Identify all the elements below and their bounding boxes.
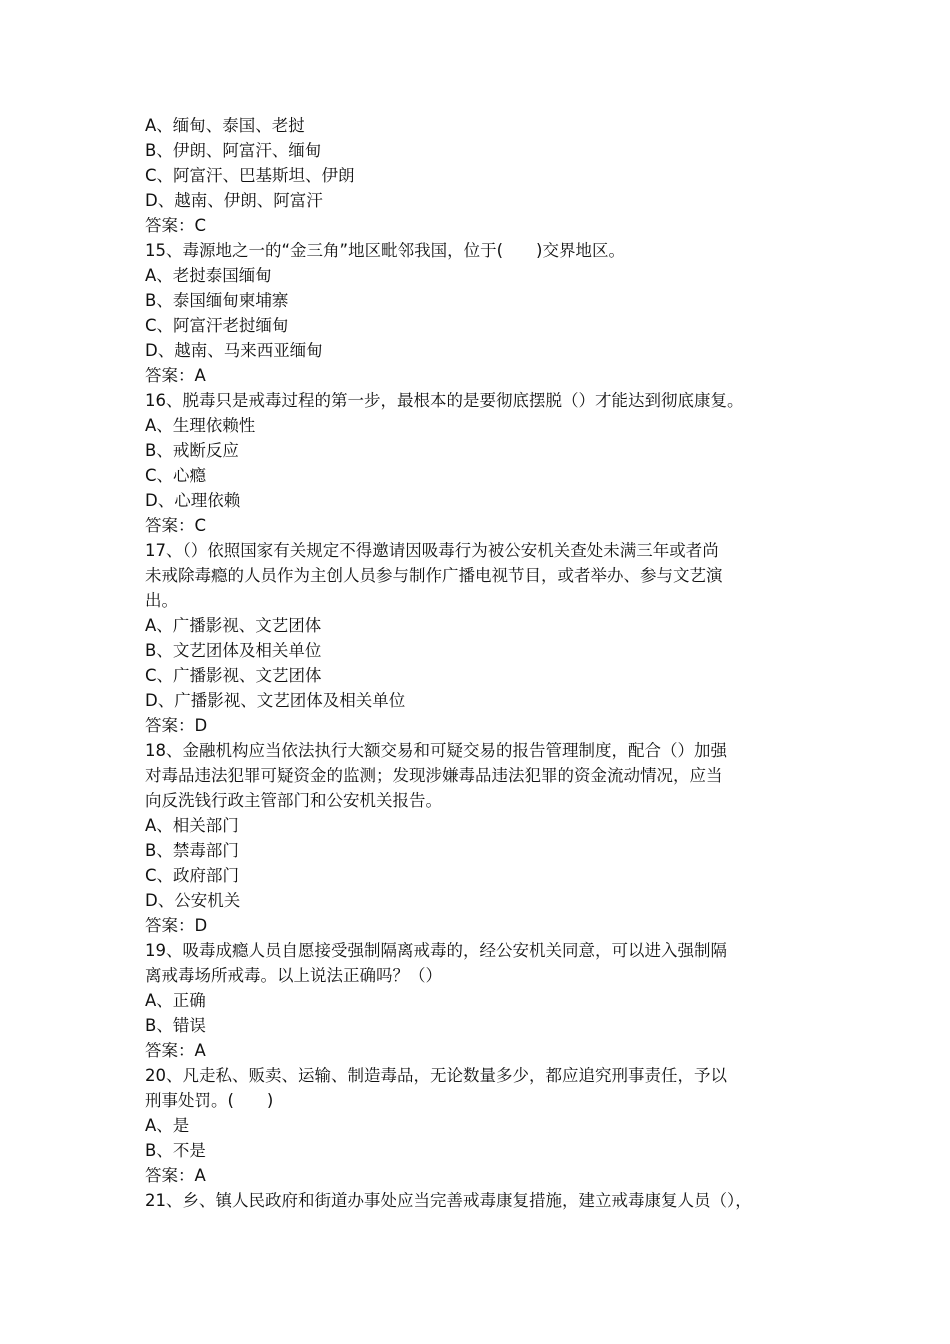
option-c-line: C、阿富汗老挝缅甸 bbox=[145, 316, 289, 335]
option-d-line: D、公安机关 bbox=[145, 891, 241, 910]
option-d-line: D、心理依赖 bbox=[145, 491, 241, 510]
option-a-line: A、老挝泰国缅甸 bbox=[145, 266, 272, 285]
question-20-line-2: 刑事处罚。( ) bbox=[145, 1091, 274, 1110]
question-15: 15、毒源地之一的“金三角”地区毗邻我国，位于( )交界地区。 bbox=[145, 241, 625, 260]
answer-line: 答案：A bbox=[145, 366, 206, 385]
option-a-line: A、是 bbox=[145, 1116, 190, 1135]
answer-line: 答案：A bbox=[145, 1166, 206, 1185]
option-c-line: C、心瘾 bbox=[145, 466, 207, 485]
question-17-line-1: 17、（）依照国家有关规定不得邀请因吸毒行为被公安机关查处未满三年或者尚 bbox=[145, 541, 719, 560]
question-19-line-2: 离戒毒场所戒毒。以上说法正确吗？（） bbox=[145, 966, 442, 985]
option-a-line: A、相关部门 bbox=[145, 816, 239, 835]
answer-line: 答案：C bbox=[145, 216, 207, 235]
question-17-line-3: 出。 bbox=[145, 591, 178, 610]
answer-line: 答案：A bbox=[145, 1041, 206, 1060]
question-19-line-1: 19、吸毒成瘾人员自愿接受强制隔离戒毒的，经公安机关同意，可以进入强制隔 bbox=[145, 941, 727, 960]
option-c-line: C、广播影视、文艺团体 bbox=[145, 666, 322, 685]
question-18-line-2: 对毒品违法犯罪可疑资金的监测；发现涉嫌毒品违法犯罪的资金流动情况，应当 bbox=[145, 766, 723, 785]
option-b-line: B、戒断反应 bbox=[145, 441, 239, 460]
option-a-line: A、广播影视、文艺团体 bbox=[145, 616, 322, 635]
quiz-text-block bbox=[145, 113, 810, 1213]
option-b-line: B、伊朗、阿富汗、缅甸 bbox=[145, 141, 322, 160]
answer-line: 答案：D bbox=[145, 716, 208, 735]
question-18-line-1: 18、金融机构应当依法执行大额交易和可疑交易的报告管理制度，配合（）加强 bbox=[145, 741, 727, 760]
option-b-line: B、文艺团体及相关单位 bbox=[145, 641, 322, 660]
option-b-line: B、不是 bbox=[145, 1141, 206, 1160]
question-20-line-1: 20、凡走私、贩卖、运输、制造毒品，无论数量多少，都应追究刑事责任，予以 bbox=[145, 1066, 727, 1085]
option-a-line: A、缅甸、泰国、老挝 bbox=[145, 116, 305, 135]
question-16: 16、脱毒只是戒毒过程的第一步，最根本的是要彻底摆脱（）才能达到彻底康复。 bbox=[145, 391, 744, 410]
answer-line: 答案：C bbox=[145, 516, 207, 535]
option-c-line: C、阿富汗、巴基斯坦、伊朗 bbox=[145, 166, 355, 185]
question-21-line-1: 21、乡、镇人民政府和街道办事处应当完善戒毒康复措施，建立戒毒康复人员（）， bbox=[145, 1191, 752, 1210]
option-b-line: B、禁毒部门 bbox=[145, 841, 239, 860]
option-b-line: B、泰国缅甸柬埔寨 bbox=[145, 291, 289, 310]
option-b-line: B、错误 bbox=[145, 1016, 206, 1035]
question-17-line-2: 未戒除毒瘾的人员作为主创人员参与制作广播电视节目，或者举办、参与文艺演 bbox=[145, 566, 723, 585]
option-a-line: A、正确 bbox=[145, 991, 206, 1010]
option-d-line: D、越南、伊朗、阿富汗 bbox=[145, 191, 323, 210]
option-d-line: D、越南、马来西亚缅甸 bbox=[145, 341, 323, 360]
option-a-line: A、生理依赖性 bbox=[145, 416, 256, 435]
question-18-line-3: 向反洗钱行政主管部门和公安机关报告。 bbox=[145, 791, 442, 810]
answer-line: 答案：D bbox=[145, 916, 208, 935]
option-c-line: C、政府部门 bbox=[145, 866, 240, 885]
option-d-line: D、广播影视、文艺团体及相关单位 bbox=[145, 691, 406, 710]
